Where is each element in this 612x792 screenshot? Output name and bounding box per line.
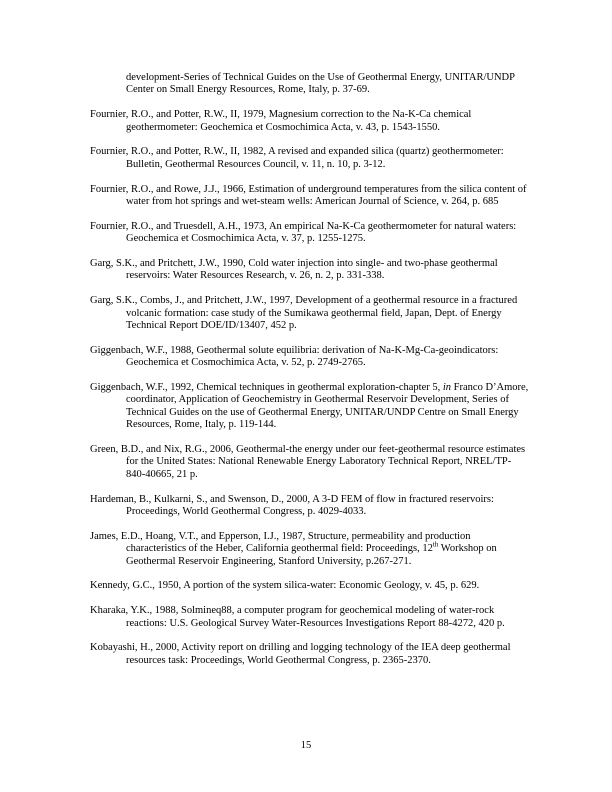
ordinal-superscript: th: [432, 540, 439, 549]
reference-entry: Fournier, R.O., and Truesdell, A.H., 1973, An empirical Na-K-Ca geothermometer for natural waters: Geochemica et Cosmochimica Acta, v. 37, p. 1255-1275.: [90, 220, 517, 245]
reference-entry: Fournier, R.O., and Potter, R.W., II, 1982, A revised and expanded silica (quartz) geothermometer: Bulletin, Geothermal Resources Council, v. 11, n. 10, p. 3-12.: [90, 146, 504, 170]
reference-entry: Kennedy, G.C., 1950, A portion of the system silica-water: Economic Geology, v. 45, p. 629.: [90, 580, 480, 592]
reference-entry: Kharaka, Y.K., 1988, Solmineq88, a computer program for geochemical modeling of water-rock reactions: U.S. Geological Survey Water-Resources Investigations Report 88-4272, 420 p.: [90, 605, 505, 629]
reference-entry: Hardeman, B., Kulkarni, S., and Swenson, D., 2000, A 3-D FEM of flow in fractured reservoirs: Proceedings, World Geothermal Congress, p. 4029-4033.: [90, 493, 494, 518]
reference-entry: Kobayashi, H., 2000, Activity report on drilling and logging technology of the IEA deep geothermal resources task: Proceedings, World Geothermal Congress, p. 2365-2370.: [90, 642, 511, 666]
reference-entry: Giggenbach, W.F., 1988, Geothermal solute equilibria: derivation of Na-K-Mg-Ca-geoindicators: Geochemica et Cosmochimica Acta, v. 52, p. 2749-2765.: [90, 344, 499, 369]
reference-entry: Garg, S.K., and Pritchett, J.W., 1990, Cold water injection into single- and two-phase geothermal reservoirs: Water Resources Research, v. 26, n. 2, p. 331-338.: [90, 258, 498, 282]
reference-list: [90, 72, 530, 680]
reference-entry: Garg, S.K., Combs, J., and Pritchett, J.W., 1997, Development of a geothermal resource in a fractured volcanic formation: case study of the Sumikawa geothermal field, Japan, Dept. of Energy Technical Report DOE/ID/13407, 452 p.: [90, 295, 518, 332]
reference-entry: Green, B.D., and Nix, R.G., 2006, Geothermal-the energy under our feet-geothermal resource estimates for the United States: National Renewable Energy Laboratory Technical Report, NREL/TP-840-40665, 21 p.: [90, 444, 526, 480]
reference-entry: Fournier, R.O., and Potter, R.W., II, 1979, Magnesium correction to the Na-K-Ca chemical geothermometer: Geochemica et Cosmochimica Acta, v. 43, p. 1543-1550.: [90, 109, 472, 133]
reference-entry: Giggenbach, W.F., 1992, Chemical techniques in geothermal exploration-chapter 5, in Franco D’Amore, coordinator, Application of Geochemistry in Geothermal Reservoir Development, Series of Technical Guides on the use of Geothermal Energy, UNITAR/UNDP Centre on Small Energy Resources, Rome, Italy, p. 119-144.: [90, 382, 529, 431]
page-number: 15: [300, 740, 312, 751]
reference-entry: Fournier, R.O., and Rowe, J.J., 1966, Estimation of underground temperatures from the silica content of water from hot springs and wet-steam wells: American Journal of Science, v. 264, p. 685: [90, 183, 527, 208]
reference-entry: development-Series of Technical Guides on the Use of Geothermal Energy, UNITAR/UNDP Center on Small Energy Resources, Rome, Italy, p. 37-69.: [126, 72, 515, 96]
reference-entry: James, E.D., Hoang, V.T., and Epperson, I.J., 1987, Structure, permeability and production characteristics of the Heber, California geothermal field: Proceedings, 12th Workshop on Geothermal Reservoir Engineering, Stanford University, p.267-271.: [90, 530, 497, 567]
italic-in: in: [442, 382, 452, 394]
